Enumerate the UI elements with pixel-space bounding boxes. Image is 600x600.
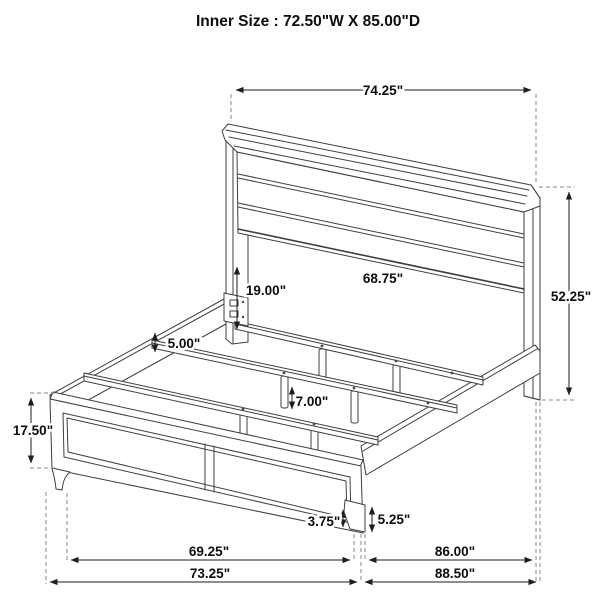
label-support-leg-height: 7.00" bbox=[295, 394, 329, 409]
footboard bbox=[50, 392, 365, 533]
label-footboard-height: 17.50" bbox=[12, 423, 54, 438]
support-leg bbox=[351, 391, 358, 423]
label-headboard-width: 74.25" bbox=[362, 83, 404, 98]
label-rail-leg-height: 5.25" bbox=[377, 512, 411, 527]
label-headboard-height: 52.25" bbox=[550, 289, 592, 304]
footboard-face bbox=[50, 399, 363, 533]
rail-bracket bbox=[224, 293, 248, 326]
slat-2 bbox=[152, 340, 457, 423]
page-title: Inner Size : 72.50"W X 85.00"D bbox=[195, 13, 421, 30]
label-headboard-inner-width: 68.75" bbox=[362, 271, 404, 286]
support-leg bbox=[281, 376, 288, 408]
label-overall-length: 88.50" bbox=[434, 566, 476, 581]
label-footboard-inner-width: 69.25" bbox=[188, 544, 230, 559]
label-rail-height: 5.00" bbox=[167, 336, 201, 351]
label-rail-length: 86.00" bbox=[434, 544, 476, 559]
label-footboard-width: 73.25" bbox=[189, 566, 231, 581]
label-leg-clearance: 19.00" bbox=[245, 283, 287, 298]
label-footboard-leg-height: 3.75" bbox=[307, 514, 341, 529]
footboard-left-foot bbox=[52, 468, 70, 490]
